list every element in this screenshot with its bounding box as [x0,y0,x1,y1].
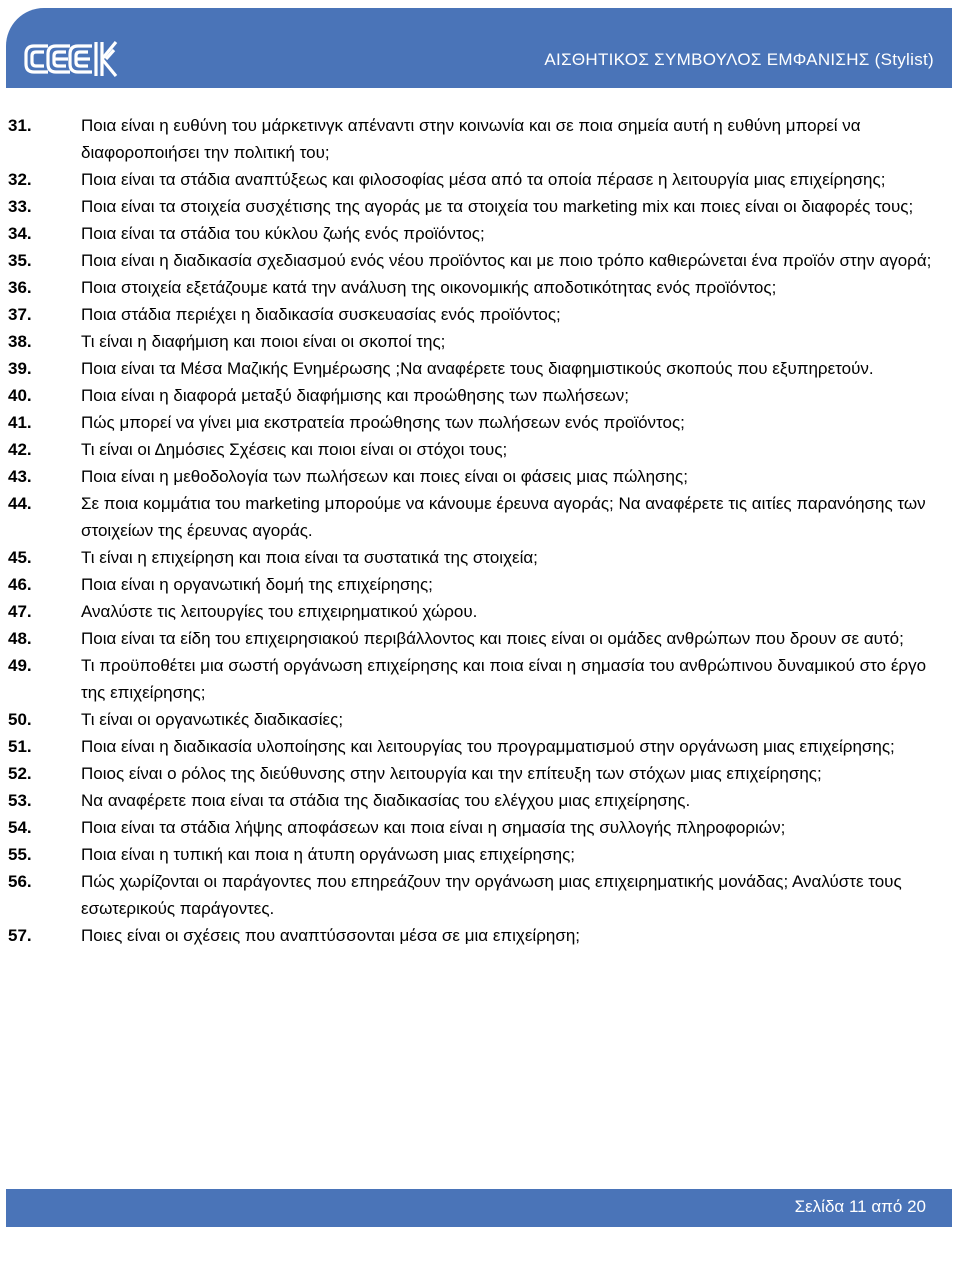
question-text: Ποια είναι τα είδη του επιχειρησιακού περιβάλλοντος και ποιες είναι οι ομάδες ανθρώπων που δρουν σε αυτό; [81,629,904,648]
question-item [8,463,948,490]
question-item [8,922,948,949]
question-item [8,301,948,328]
question-number: 54. [8,818,32,837]
question-text: Πώς μπορεί να γίνει μια εκστρατεία προώθησης των πωλήσεων ενός προϊόντος; [81,413,685,432]
question-item [8,868,948,922]
question-item [8,706,948,733]
page-number-label: Σελίδα 11 από 20 [794,1197,926,1216]
footer-band [6,1189,952,1227]
question-number: 44. [8,494,32,513]
question-item [8,328,948,355]
question-number: 41. [8,413,32,432]
question-item [8,652,948,706]
question-number: 31. [8,116,32,135]
question-number: 42. [8,440,32,459]
question-item [8,436,948,463]
question-number: 40. [8,386,32,405]
question-number: 47. [8,602,32,621]
question-text: Να αναφέρετε ποια είναι τα στάδια της διαδικασίας του ελέγχου μιας επιχείρησης. [81,791,691,810]
question-text: Τι είναι η διαφήμιση και ποιοι είναι οι σκοποί της; [81,332,446,351]
question-number: 35. [8,251,32,270]
header-band [6,8,952,88]
question-number: 38. [8,332,32,351]
question-number: 39. [8,359,32,378]
question-number: 50. [8,710,32,729]
ceek-logo [22,36,118,82]
question-text: Ποια είναι τα στοιχεία συσχέτισης της αγοράς με τα στοιχεία του marketing mix και ποιες είναι οι διαφορές τους; [81,197,914,216]
question-text: Ποια είναι η οργανωτική δομή της επιχείρησης; [81,575,433,594]
question-text: Ποια είναι η ευθύνη του μάρκετινγκ απέναντι στην κοινωνία και σε ποια σημεία αυτή η ευθύνη μπορεί να διαφοροποιήσει την πολιτική του; [81,116,861,162]
question-number: 49. [8,656,32,675]
question-number: 43. [8,467,32,486]
question-number: 55. [8,845,32,864]
question-number: 36. [8,278,32,297]
question-item [8,355,948,382]
question-item [8,409,948,436]
question-text: Ποια είναι τα στάδια του κύκλου ζωής ενός προϊόντος; [81,224,485,243]
question-text: Τι προϋποθέτει μια σωστή οργάνωση επιχείρησης και ποια είναι η σημασία του ανθρώπινου δυναμικού στο έργο της επιχείρησης; [81,656,927,702]
question-text: Αναλύστε τις λειτουργίες του επιχειρηματικού χώρου. [81,602,478,621]
question-item [8,571,948,598]
question-text: Ποια είναι τα στάδια αναπτύξεως και φιλοσοφίας μέσα από τα οποία πέρασε η λειτουργία μιας επιχείρησης; [81,170,886,189]
question-number: 53. [8,791,32,810]
question-item [8,247,948,274]
question-number: 57. [8,926,32,945]
question-item [8,490,948,544]
question-number: 56. [8,872,32,891]
question-text: Ποια είναι η διαφορά μεταξύ διαφήμισης και προώθησης των πωλήσεων; [81,386,629,405]
question-text: Τι είναι οι Δημόσιες Σχέσεις και ποιοι είναι οι στόχοι τους; [81,440,508,459]
question-number: 37. [8,305,32,324]
document-title: ΑΙΣΘΗΤΙΚΟΣ ΣΥΜΒΟΥΛΟΣ ΕΜΦΑΝΙΣΗΣ (Stylist) [544,50,934,69]
question-text: Σε ποια κομμάτια του marketing μπορούμε να κάνουμε έρευνα αγοράς; Να αναφέρετε τις αιτίες παρανόησης των στοιχείων της έρευνας αγοράς. [81,494,926,540]
question-number: 52. [8,764,32,783]
question-number: 51. [8,737,32,756]
question-text: Ποια είναι η διαδικασία σχεδιασμού ενός νέου προϊόντος και με ποιο τρόπο καθιερώνεται ένα προϊόν στην αγορά; [81,251,932,270]
question-item [8,382,948,409]
question-text: Ποιες είναι οι σχέσεις που αναπτύσσονται μέσα σε μια επιχείρηση; [81,926,580,945]
question-item [8,193,948,220]
question-text: Ποια στάδια περιέχει η διαδικασία συσκευασίας ενός προϊόντος; [81,305,561,324]
question-item [8,220,948,247]
question-item [8,787,948,814]
question-item [8,760,948,787]
question-list [8,112,948,949]
question-text: Ποια στοιχεία εξετάζουμε κατά την ανάλυση της οικονομικής αποδοτικότητας ενός προϊόντος; [81,278,777,297]
question-text: Ποια είναι τα στάδια λήψης αποφάσεων και ποια είναι η σημασία της συλλογής πληροφοριών; [81,818,786,837]
question-number: 45. [8,548,32,567]
question-item [8,733,948,760]
question-item [8,544,948,571]
question-text: Τι είναι οι οργανωτικές διαδικασίες; [81,710,344,729]
question-text: Ποια είναι η μεθοδολογία των πωλήσεων και ποιες είναι οι φάσεις μιας πώλησης; [81,467,688,486]
question-item [8,274,948,301]
question-item [8,598,948,625]
question-text: Ποιος είναι ο ρόλος της διεύθυνσης στην λειτουργία και την επίτευξη των στόχων μιας επιχείρησης; [81,764,822,783]
question-number: 46. [8,575,32,594]
question-item [8,112,948,166]
question-item [8,814,948,841]
question-number: 33. [8,197,32,216]
question-text: Ποια είναι η τυπική και ποια η άτυπη οργάνωση μιας επιχείρησης; [81,845,575,864]
question-number: 32. [8,170,32,189]
question-text: Τι είναι η επιχείρηση και ποια είναι τα συστατικά της στοιχεία; [81,548,538,567]
question-text: Πώς χωρίζονται οι παράγοντες που επηρεάζουν την οργάνωση μιας επιχειρηματικής μονάδας; Αναλύστε τους εσωτερικούς παράγοντες. [81,872,902,918]
question-item [8,841,948,868]
question-text: Ποια είναι τα Μέσα Μαζικής Ενημέρωσης ;Να αναφέρετε τους διαφημιστικούς σκοπούς που εξυπηρετούν. [81,359,874,378]
question-text: Ποια είναι η διαδικασία υλοποίησης και λειτουργίας του προγραμματισμού στην οργάνωση μιας επιχείρησης; [81,737,895,756]
question-item [8,166,948,193]
question-item [8,625,948,652]
question-number: 48. [8,629,32,648]
question-number: 34. [8,224,32,243]
